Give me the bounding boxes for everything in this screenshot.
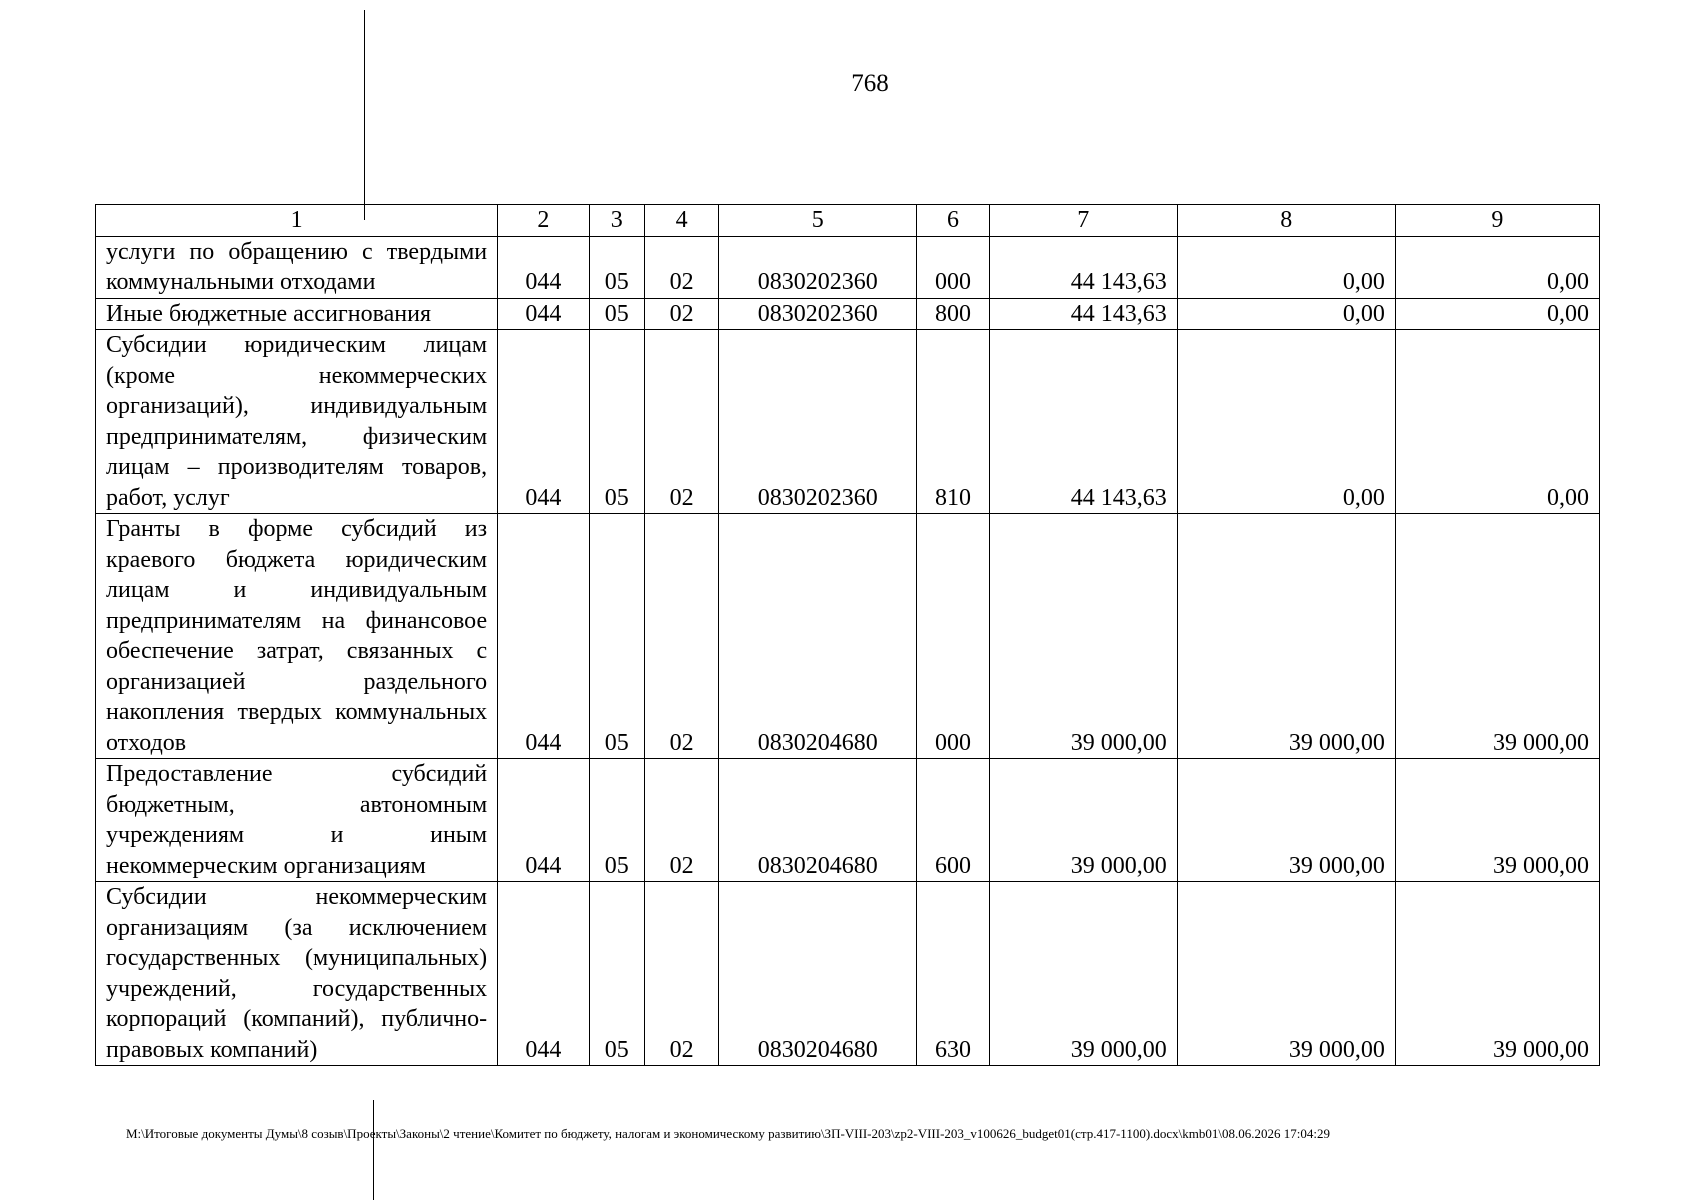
cell-amount-8: 39 000,00 — [1177, 882, 1395, 1066]
cell-expense-type: 810 — [917, 330, 989, 514]
column-header: 3 — [589, 205, 644, 237]
row-description: Субсидии некоммерческим организациям (за исключением государственных (муниципальных) учреждений, государственных корпораций (компаний), публично-правовых компаний) — [96, 882, 498, 1066]
row-description: Предоставление субсидий бюджетным, автономным учреждениям и иным некоммерческим организациям — [96, 759, 498, 882]
cell-expense-type: 000 — [917, 514, 989, 759]
cell-amount-9: 0,00 — [1395, 236, 1599, 298]
cell-expense-type: 000 — [917, 236, 989, 298]
cell-expense-type: 630 — [917, 882, 989, 1066]
cell-amount-8: 0,00 — [1177, 298, 1395, 330]
cell-amount-8: 39 000,00 — [1177, 514, 1395, 759]
cell-amount-9: 39 000,00 — [1395, 759, 1599, 882]
table-row — [96, 236, 1600, 298]
row-description: Субсидии юридическим лицам (кроме некоммерческих организаций), индивидуальным предпринимателям, физическим лицам – производителям товаров, работ, услуг — [96, 330, 498, 514]
cell-target-article: 0830204680 — [719, 882, 917, 1066]
table-row — [96, 514, 1600, 759]
table-row — [96, 759, 1600, 882]
table-row — [96, 298, 1600, 330]
cell-section: 05 — [589, 236, 644, 298]
row-description: Гранты в форме субсидий из краевого бюджета юридическим лицам и индивидуальным предпринимателям на финансовое обеспечение затрат, связанных с организацией раздельного накопления твердых коммунальных отходов — [96, 514, 498, 759]
scan-artifact-line — [373, 1100, 374, 1200]
table-row — [96, 330, 1600, 514]
column-header: 7 — [989, 205, 1177, 237]
column-header: 6 — [917, 205, 989, 237]
column-header: 9 — [1395, 205, 1599, 237]
cell-amount-7: 39 000,00 — [989, 882, 1177, 1066]
cell-subsection: 02 — [644, 236, 718, 298]
cell-target-article: 0830204680 — [719, 759, 917, 882]
row-description: Иные бюджетные ассигнования — [96, 298, 498, 330]
cell-amount-7: 44 143,63 — [989, 330, 1177, 514]
table-header-row — [96, 205, 1600, 237]
column-header: 8 — [1177, 205, 1395, 237]
cell-amount-7: 39 000,00 — [989, 514, 1177, 759]
column-header: 4 — [644, 205, 718, 237]
budget-table — [95, 204, 1600, 1066]
column-header: 1 — [96, 205, 498, 237]
cell-subsection: 02 — [644, 759, 718, 882]
column-header: 2 — [498, 205, 589, 237]
page-number: 768 — [851, 70, 889, 97]
cell-section: 05 — [589, 298, 644, 330]
cell-section: 05 — [589, 882, 644, 1066]
cell-amount-9: 0,00 — [1395, 298, 1599, 330]
cell-admin-code: 044 — [498, 759, 589, 882]
cell-subsection: 02 — [644, 514, 718, 759]
cell-admin-code: 044 — [498, 236, 589, 298]
cell-target-article: 0830202360 — [719, 298, 917, 330]
cell-admin-code: 044 — [498, 514, 589, 759]
cell-amount-8: 39 000,00 — [1177, 759, 1395, 882]
row-description: услуги по обращению с твердыми коммунальными отходами — [96, 236, 498, 298]
cell-amount-9: 0,00 — [1395, 330, 1599, 514]
cell-section: 05 — [589, 759, 644, 882]
cell-expense-type: 600 — [917, 759, 989, 882]
table-row — [96, 882, 1600, 1066]
cell-subsection: 02 — [644, 298, 718, 330]
cell-admin-code: 044 — [498, 330, 589, 514]
cell-section: 05 — [589, 514, 644, 759]
cell-amount-8: 0,00 — [1177, 236, 1395, 298]
cell-target-article: 0830202360 — [719, 236, 917, 298]
cell-amount-7: 44 143,63 — [989, 298, 1177, 330]
cell-subsection: 02 — [644, 330, 718, 514]
cell-amount-7: 39 000,00 — [989, 759, 1177, 882]
document-file-path-footer: M:\Итоговые документы Думы\8 созыв\Проекты\Законы\2 чтение\Комитет по бюджету, налогам и экономическому развитию\ЗП-VIII-203\zp2-VIII-203_v100626_budget01(стр.417-1100).docx\kmb01\08.06.2026 17:04:29 — [126, 1126, 1330, 1141]
cell-amount-9: 39 000,00 — [1395, 882, 1599, 1066]
cell-section: 05 — [589, 330, 644, 514]
cell-admin-code: 044 — [498, 882, 589, 1066]
cell-admin-code: 044 — [498, 298, 589, 330]
scan-artifact-line — [364, 10, 365, 220]
cell-target-article: 0830202360 — [719, 330, 917, 514]
cell-subsection: 02 — [644, 882, 718, 1066]
cell-amount-9: 39 000,00 — [1395, 514, 1599, 759]
cell-amount-7: 44 143,63 — [989, 236, 1177, 298]
cell-expense-type: 800 — [917, 298, 989, 330]
cell-target-article: 0830204680 — [719, 514, 917, 759]
column-header: 5 — [719, 205, 917, 237]
cell-amount-8: 0,00 — [1177, 330, 1395, 514]
